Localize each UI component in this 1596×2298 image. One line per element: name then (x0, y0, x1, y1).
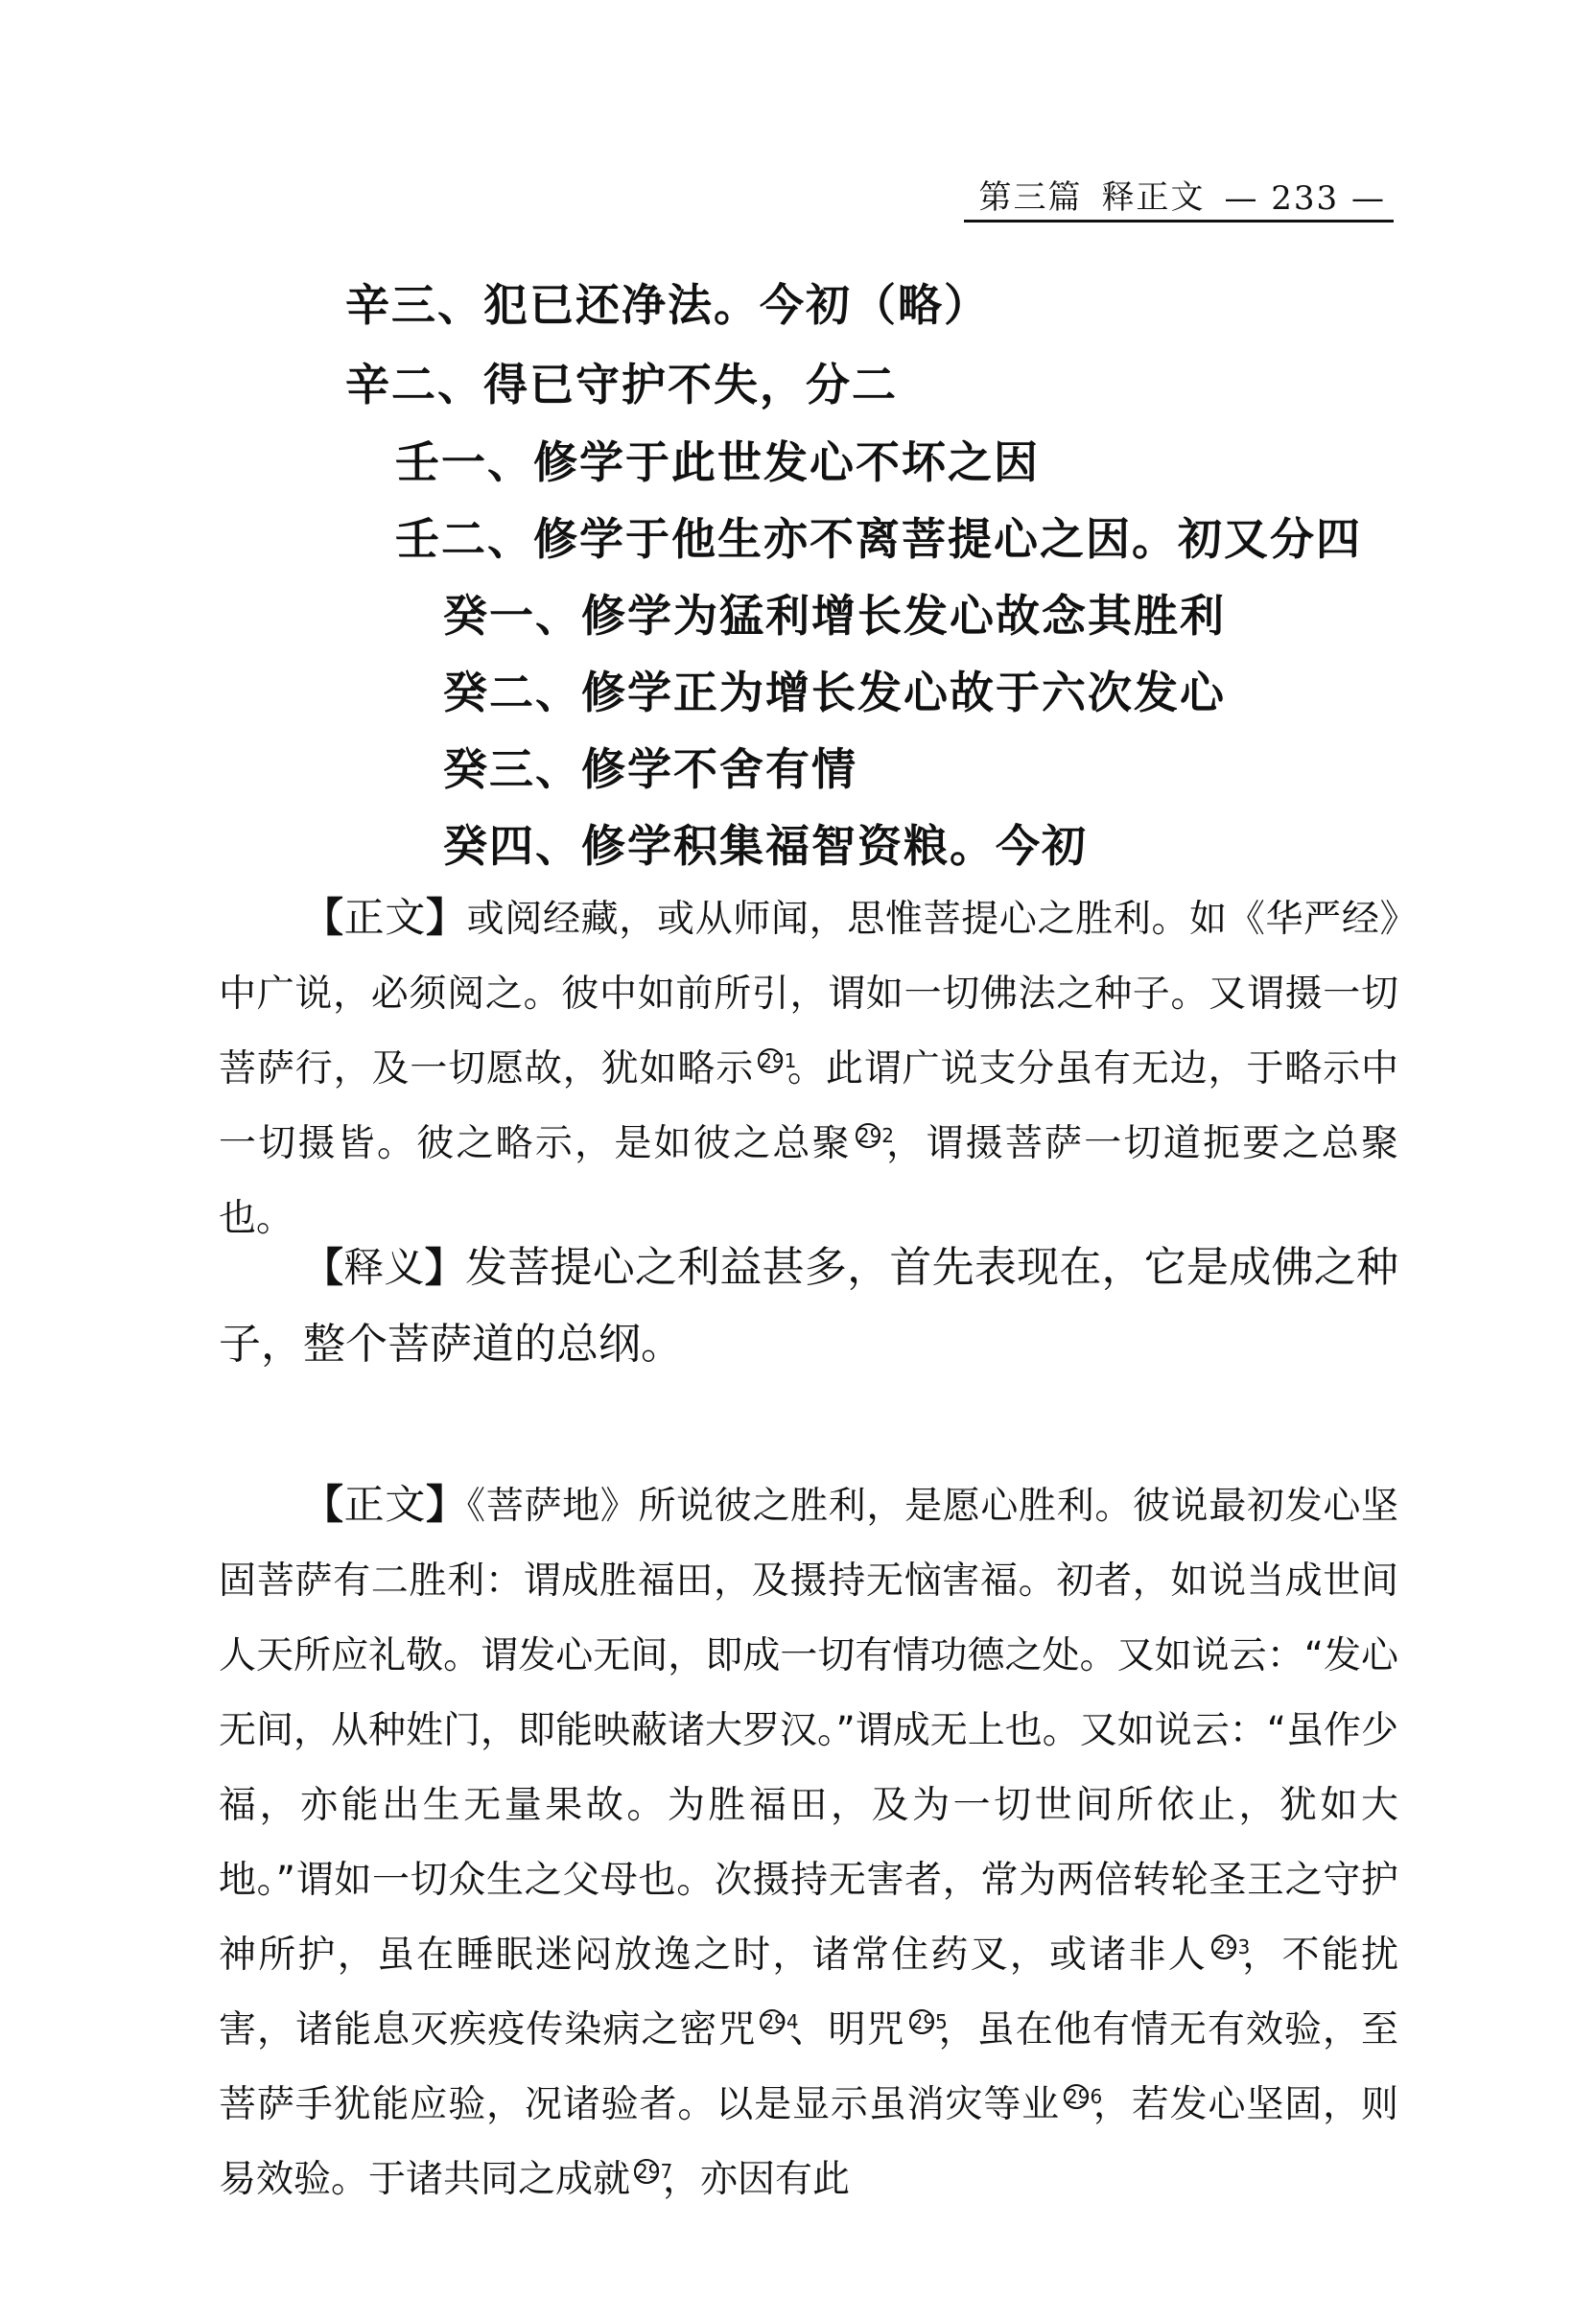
footnote-marker: 295 (910, 2010, 948, 2033)
outline-heading: 辛三、犯已还净法。今初（略） (345, 279, 990, 331)
header-rule (964, 220, 1394, 223)
footnote-marker: 294 (762, 2010, 799, 2033)
outline-heading: 癸四、修学积集福智资粮。今初 (443, 820, 1088, 872)
outline-heading: 壬二、修学于他生亦不离菩提心之因。初又分四 (395, 513, 1362, 565)
footnote-marker: 293 (1213, 1935, 1251, 1958)
header-section: 释正文 (1101, 178, 1206, 217)
main-text-paragraph: 【正文】或阅经藏，或从师闻，思惟菩提心之胜利。如《华严经》中广说，必须阅之。彼中如前所引，谓如一切佛法之种子。又谓摄一切菩萨行，及一切愿故，犹如略示 $^{291}$。此谓广说支分虽有无边，于略示中一切摄皆。彼之略示，是如彼之总聚 $^{292}$，谓摄菩萨一切道扼要之总聚也。 (219, 894, 1398, 1240)
section-tag: 【释义】 (303, 1244, 465, 1291)
footnote-marker: 296 (1066, 2085, 1103, 2108)
running-header (964, 171, 1386, 218)
outline-heading: 癸一、修学为猛利增长发心故念其胜利 (443, 590, 1226, 642)
header-chapter: 第三篇 (978, 178, 1083, 217)
footnote-marker: 292 (857, 1124, 895, 1147)
footnote-marker: 291 (760, 1049, 797, 1072)
outline-heading: 壬一、修学于此世发心不坏之因 (395, 436, 1040, 488)
section-tag: 【正文】 (303, 1481, 467, 1528)
footnote-marker: 297 (636, 2160, 673, 2183)
outline-heading: 辛二、得已守护不失，分二 (345, 359, 898, 410)
explanation-paragraph: 【释义】发菩提心之利益甚多，首先表现在，它是成佛之种子，整个菩萨道的总纲。 (219, 1243, 1398, 1369)
page-number: — 233 — (1224, 179, 1386, 218)
main-text-paragraph: 【正文】《菩萨地》所说彼之胜利，是愿心胜利。彼说最初发心坚固菩萨有二胜利：谓成胜福田，及摄持无恼害福。初者，如说当成世间人天所应礼敬。谓发心无间，即成一切有情功德之处。又如说云：“发心无间，从种姓门，即能映蔽诸大罗汉。”谓成无上也。又如说云：“虽作少福，亦能出生无量果故。为胜福田，及为一切世间所依止，犹如大地。”谓如一切众生之父母也。次摄持无害者，常为两倍转轮圣王之守护神所护，虽在睡眠迷闷放逸之时，诸常住药叉，或诸非人 $^{293}$，不能扰害，诸能息灭疾疫传染病之密咒 $^{294}$、明咒 $^{295}$，虽在他有情无有效验，至菩萨手犹能应验，况诸验者。以是显示虽消灾等业 $^{296}$，若发心坚固，则易效验。于诸共同之成就 $^{297}$，亦因有此 (219, 1481, 1398, 2201)
section-tag: 【正文】 (303, 894, 467, 941)
outline-heading: 癸三、修学不舍有情 (443, 743, 857, 795)
outline-heading: 癸二、修学正为增长发心故于六次发心 (443, 667, 1226, 718)
